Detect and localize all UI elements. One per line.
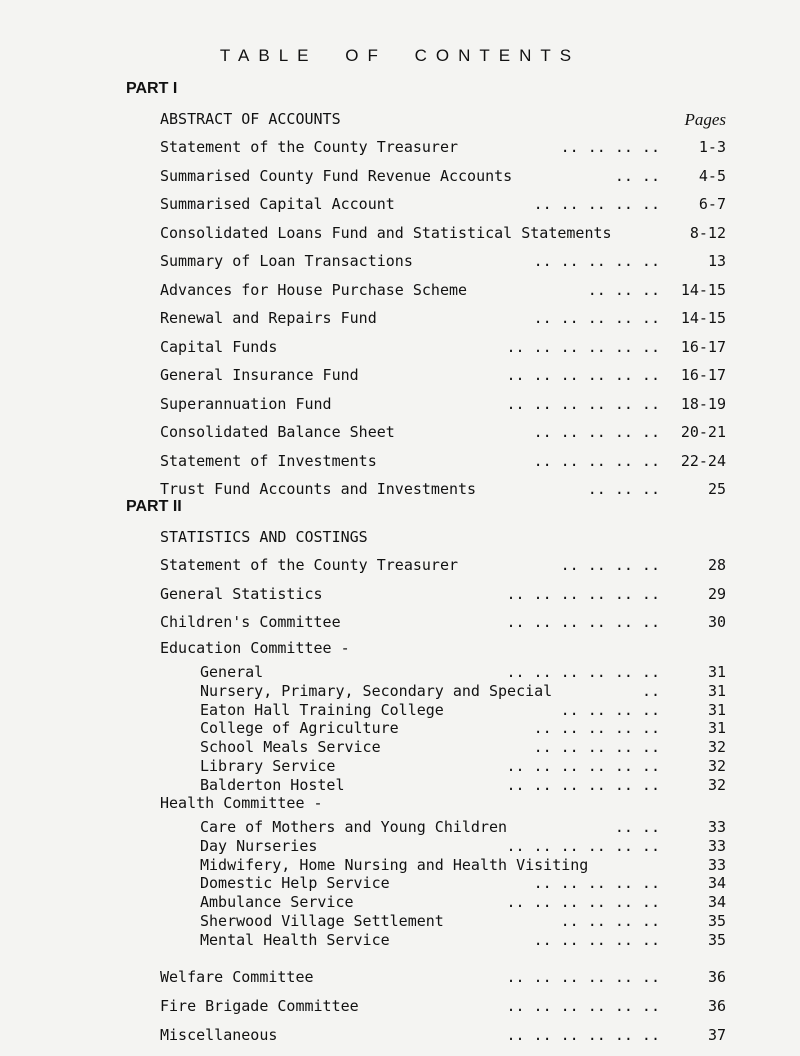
toc-entry-pages: 16-17	[680, 337, 726, 356]
toc-entry	[160, 224, 726, 244]
part-2-heading: STATISTICS AND COSTINGS	[160, 528, 368, 546]
leader-dots: .. .. .. .. .. ..	[506, 836, 660, 855]
toc-entry-label: Consolidated Loans Fund and Statistical Statements	[160, 223, 612, 242]
leader-dots: .. .. .. .. ..	[533, 451, 660, 470]
leader-dots: .. .. .. .. .. ..	[506, 584, 660, 603]
toc-entry-pages: 29	[707, 584, 726, 603]
health-committee-heading: Health Committee -	[160, 794, 323, 812]
toc-entry-label: Trust Fund Accounts and Investments	[160, 480, 477, 498]
toc-entry-label: Domestic Help Service	[200, 874, 390, 893]
leader-dots: .. .. ..	[587, 480, 660, 498]
toc-entry-label: Eaton Hall Training College	[200, 700, 444, 719]
toc-entry	[160, 423, 726, 443]
toc-entry	[200, 931, 726, 951]
toc-entry-pages: 31	[707, 663, 726, 681]
toc-entry-pages: 33	[707, 836, 726, 855]
leader-dots: .. .. .. .. .. ..	[506, 337, 660, 356]
leader-dots: .. .. .. .. .. ..	[506, 893, 660, 912]
toc-entry	[160, 195, 726, 215]
toc-entry-label: Welfare Committee	[160, 968, 314, 986]
toc-entry-label: Statement of the County Treasurer	[160, 138, 459, 156]
leader-dots: .. .. .. ..	[560, 700, 660, 719]
toc-entry-label: General Statistics	[160, 584, 323, 603]
toc-entry	[200, 701, 726, 721]
toc-entry	[160, 452, 726, 472]
toc-entry-label: Summarised Capital Account	[160, 195, 395, 213]
toc-entry-label: Advances for House Purchase Scheme	[160, 280, 468, 299]
toc-entry-pages: 31	[707, 681, 726, 700]
leader-dots: .. .. .. .. ..	[533, 930, 660, 949]
toc-entry-pages: 33	[707, 818, 726, 836]
toc-entry-pages: 4-5	[698, 166, 726, 185]
toc-entry	[200, 856, 726, 876]
toc-entry	[200, 837, 726, 857]
part-1-heading: ABSTRACT OF ACCOUNTS	[160, 110, 341, 128]
toc-entry	[160, 968, 726, 988]
toc-entry-pages: 6-7	[698, 195, 726, 213]
leader-dots: .. .. .. ..	[560, 912, 660, 930]
toc-entry-pages: 30	[707, 613, 726, 631]
leader-dots: .. .. .. .. ..	[533, 719, 660, 738]
part-2-label: PART II	[126, 498, 182, 515]
toc-entry	[160, 309, 726, 329]
toc-entry-pages: 13	[707, 252, 726, 270]
toc-entry-pages: 20-21	[680, 423, 726, 441]
toc-entry-label: College of Agriculture	[200, 719, 399, 738]
toc-entry	[160, 585, 726, 605]
toc-entry-label: Day Nurseries	[200, 836, 318, 855]
leader-dots: .. .. .. .. ..	[533, 252, 660, 270]
toc-entry	[200, 757, 726, 777]
leader-dots: .. .. .. .. .. ..	[506, 775, 660, 794]
toc-entry-label: Nursery, Primary, Secondary and Special	[200, 681, 553, 700]
toc-entry-label: Mental Health Service	[200, 930, 390, 949]
toc-entry-pages: 31	[707, 700, 726, 719]
leader-dots: ..	[641, 681, 660, 700]
leader-dots: .. .. .. .. .. ..	[506, 613, 660, 631]
toc-entry	[160, 338, 726, 358]
pages-column-heading: Pages	[684, 110, 726, 129]
leader-dots: .. ..	[614, 166, 660, 185]
toc-entry-pages: 33	[707, 855, 726, 874]
toc-entry-pages: 18-19	[680, 394, 726, 413]
leader-dots: .. .. .. .. .. ..	[506, 997, 660, 1015]
leader-dots: .. .. .. .. ..	[533, 423, 660, 441]
toc-entry	[200, 682, 726, 702]
toc-entry	[160, 281, 726, 301]
education-committee-heading: Education Committee -	[160, 639, 350, 657]
toc-entry-pages: 31	[707, 719, 726, 738]
toc-entry	[160, 613, 726, 633]
toc-entry-label: Statement of the County Treasurer	[160, 556, 459, 574]
toc-entry-label: Summary of Loan Transactions	[160, 252, 413, 270]
toc-entry-pages: 1-3	[698, 138, 726, 156]
toc-entry-pages: 28	[707, 556, 726, 574]
document-title: TABLE OF CONTENTS	[219, 46, 581, 65]
toc-entry-label: Statement of Investments	[160, 451, 377, 470]
toc-entry	[160, 252, 726, 272]
toc-entry-label: Ambulance Service	[200, 893, 354, 912]
leader-dots: .. .. .. ..	[560, 556, 660, 574]
toc-entry-label: Midwifery, Home Nursing and Health Visiting	[200, 855, 589, 874]
toc-entry-label: Capital Funds	[160, 337, 278, 356]
toc-entry	[200, 738, 726, 758]
toc-entry-label: Consolidated Balance Sheet	[160, 423, 395, 441]
toc-entry-label: Balderton Hostel	[200, 775, 345, 794]
toc-entry-pages: 37	[707, 1026, 726, 1044]
toc-entry	[200, 719, 726, 739]
leader-dots: .. .. ..	[587, 280, 660, 299]
leader-dots: .. .. .. .. ..	[533, 195, 660, 213]
toc-entry-label: Renewal and Repairs Fund	[160, 309, 377, 327]
leader-dots: .. .. .. .. .. ..	[506, 757, 660, 775]
toc-entry	[160, 395, 726, 415]
leader-dots: .. .. .. .. .. ..	[506, 1026, 660, 1044]
toc-entry-label: General	[200, 663, 264, 681]
toc-entry-pages: 14-15	[680, 280, 726, 299]
toc-entry-label: Fire Brigade Committee	[160, 997, 359, 1015]
toc-entry	[200, 893, 726, 913]
toc-entry	[160, 366, 726, 386]
toc-entry-pages: 36	[707, 997, 726, 1015]
toc-entry-label: Children's Committee	[160, 613, 341, 631]
leader-dots: .. .. .. ..	[560, 138, 660, 156]
toc-entry	[200, 776, 726, 796]
toc-entry-pages: 34	[707, 874, 726, 893]
toc-entry-label: Sherwood Village Settlement	[200, 912, 444, 930]
toc-entry	[160, 480, 726, 500]
toc-entry	[160, 1026, 726, 1046]
part-1-label: PART I	[126, 80, 178, 97]
toc-entry-label: Library Service	[200, 757, 336, 775]
toc-entry-label: Care of Mothers and Young Children	[200, 818, 508, 836]
toc-entry	[200, 912, 726, 932]
toc-entry	[160, 997, 726, 1017]
leader-dots: .. .. .. .. .. ..	[506, 394, 660, 413]
toc-entry-label: Superannuation Fund	[160, 394, 332, 413]
toc-entry-label: Miscellaneous	[160, 1026, 278, 1044]
leader-dots: .. .. .. .. ..	[533, 874, 660, 893]
toc-entry-pages: 14-15	[680, 309, 726, 327]
toc-entry-pages: 36	[707, 968, 726, 986]
toc-entry-pages: 35	[707, 912, 726, 930]
toc-entry-pages: 34	[707, 893, 726, 912]
toc-entry-pages: 25	[707, 480, 726, 498]
toc-entry-pages: 35	[707, 930, 726, 949]
toc-entry	[160, 556, 726, 576]
toc-entry-label: Summarised County Fund Revenue Accounts	[160, 166, 513, 185]
toc-entry	[160, 138, 726, 158]
toc-entry-pages: 32	[707, 757, 726, 775]
leader-dots: .. .. .. .. ..	[533, 309, 660, 327]
toc-entry	[160, 167, 726, 187]
toc-entry	[200, 874, 726, 894]
toc-entry	[200, 818, 726, 838]
leader-dots: .. ..	[614, 818, 660, 836]
leader-dots: .. .. .. .. .. ..	[506, 366, 660, 384]
leader-dots: .. .. .. .. ..	[533, 738, 660, 757]
toc-entry	[200, 663, 726, 683]
toc-entry-pages: 32	[707, 738, 726, 757]
toc-entry-pages: 22-24	[680, 451, 726, 470]
toc-entry-label: School Meals Service	[200, 738, 381, 757]
toc-entry-pages: 8-12	[689, 223, 726, 242]
toc-entry-pages: 16-17	[680, 366, 726, 384]
leader-dots: .. .. .. .. .. ..	[506, 663, 660, 681]
toc-entry-label: General Insurance Fund	[160, 366, 359, 384]
leader-dots: .. .. .. .. .. ..	[506, 968, 660, 986]
toc-entry-pages: 32	[707, 775, 726, 794]
